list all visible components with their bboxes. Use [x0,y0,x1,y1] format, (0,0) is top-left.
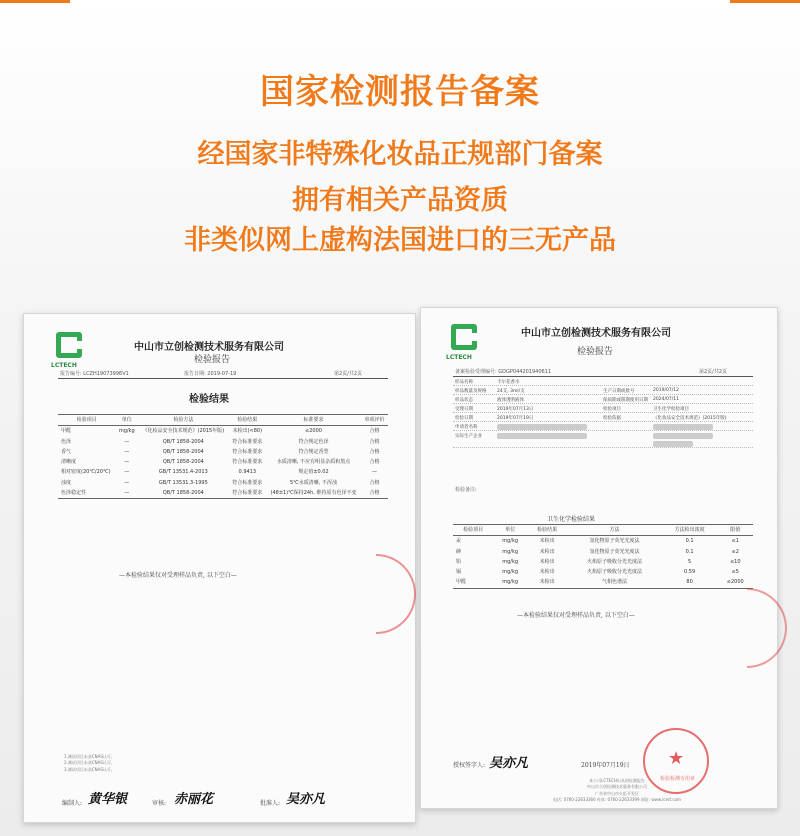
table-cell: 0.1 [685,548,694,555]
table-cell: 镉 [456,569,462,575]
table-cell: (48±1)℃保持24h, 维持原有色泽不变 [266,488,361,499]
page-title: 国家检测报告备案 [260,72,540,112]
table-cell: 符合标准要求 [232,459,263,465]
table-cell: mg/kg [502,538,519,545]
footer-line: 广东省中山市火炬开发区 [595,790,639,796]
signature-label: 编制人: [62,800,83,807]
signature-label: 审核: [152,800,167,807]
column-header: 检验结果 [229,415,266,426]
column-header: 检验方法 [138,415,229,426]
table-cell: 氢化物原子荧光光度法 [589,548,640,555]
table-cell: 铅 [456,558,462,565]
redacted-field [497,424,587,430]
table-cell: 汞 [456,538,462,545]
redacted-field [653,424,713,430]
header-rule [453,376,753,377]
table-cell: QB/T 1858-2004 [162,438,204,445]
table-cell: 色泽 [61,438,72,445]
table-cell: — [124,479,130,486]
table-cell: — [124,469,130,476]
column-header: 检验项目 [453,525,493,536]
table-cell: mg/kg [502,548,519,555]
table-cell: 符合标准要求 [232,479,263,486]
header-rule [58,378,388,379]
top-accent-bar-left [0,0,70,3]
signature-label: 批准人: [260,800,281,807]
table-cell: 合格 [369,459,380,465]
table-cell: 5 [688,558,692,565]
table-cell: 合格 [369,438,380,445]
table-cell: 5℃水质清晰, 不浑浊 [289,479,337,486]
table-cell: — [124,459,130,465]
red-seal [643,728,709,794]
info-row [453,414,753,422]
table-cell: QB/T 1858-2004 [162,459,204,465]
logo-text: LCTECH [446,354,472,361]
info-row [453,387,753,395]
table-cell: 浊度 [61,479,72,486]
table-row [58,467,388,477]
redacted-field [653,433,713,439]
table-cell: QB/T 1858-2004 [138,488,229,499]
table-row [58,437,388,447]
company-name: 中山市立创检测技术服务有限公司 [134,342,284,353]
table-cell: 合格 [369,448,380,455]
red-seal-half [376,554,416,634]
table-cell: ≤2000 [305,428,322,435]
signature: 赤丽花 [174,792,214,807]
table-cell: 火焰原子吸收分光光度法 [587,558,643,565]
info-value: 2019年07月13日 [497,407,534,412]
table-row [453,577,753,588]
table-cell: 0.9413 [238,469,257,476]
end-note: —本检验结果仅对受理样品负责, 以下空白— [119,572,237,579]
column-header: 单位 [115,415,138,426]
footer-line: 电话: 0760-22633366 传真: 0760-22633399 网址: www.lcert.com [553,797,681,803]
column-header: 标准要求 [266,415,361,426]
foot-note: 2.测试项目未获CNAS认可。 [64,760,115,766]
signature: 吴亦凡 [489,756,529,771]
column-header: 方法 [567,525,661,536]
report-number [60,370,129,377]
section-title: 检验结果 [189,394,229,405]
table-cell: 未检出 [539,558,555,565]
lctech-logo-icon [56,332,82,358]
left-results-table [58,414,388,499]
report-title: 检验报告 [577,347,614,357]
table-cell: 符合规定色泽 [298,438,329,445]
info-value: 卫生化学检验项目 [653,407,689,412]
report-title: 检验报告 [194,355,231,365]
foot-notes [64,754,115,773]
report-number-value: LCZH19073996V1 [83,371,129,377]
info-value: 24支, 3ml/支 [497,389,525,394]
authorized-signer-label: 授权签字人: [453,762,486,769]
info-label: 生产日期或批号 [603,389,635,394]
column-header: 限值 [717,525,753,536]
info-row [453,423,753,431]
table-cell: ≤10 [729,558,741,565]
table-cell: 未检出 [527,577,567,588]
info-row [453,432,753,448]
table-cell: — [124,438,130,445]
table-cell: mg/kg [118,428,135,435]
end-note: —本检验结果仅对受理样品负责, 以下空白— [517,612,635,619]
table-cell: 规定值±0.02 [298,469,329,476]
table-cell: 甲醛 [61,428,72,435]
table-cell: 合格 [369,479,380,486]
table-cell: 符合规定香型 [298,448,329,455]
table-cell: ≤5 [731,569,739,575]
table-cell: 未检出 [539,569,555,575]
info-value: 2019年07月19日 [497,416,534,421]
info-label: 检验依据 [603,416,621,421]
left-test-report [23,313,416,823]
table-row [453,536,753,547]
table-cell: 0.1 [685,538,694,545]
signature: 吴亦凡 [286,792,326,807]
column-header: 单项评价 [361,415,388,426]
table-row [58,457,388,467]
report-date-label: 报告日期: [184,371,206,377]
footer-line: 本公司LCTECH出具的检测报告 [589,778,645,783]
column-header: 检验项目 [58,415,115,426]
lctech-logo-icon [451,324,477,350]
remarks-label: 检验备注: [455,487,477,493]
subtitle-line-2: 拥有相关产品资质 [292,185,508,216]
info-value: 液体透明液体 [497,398,524,403]
table-cell: 未检出(<80) [232,428,263,435]
record-number-value: GDGP044201940611 [498,369,552,375]
table-row [453,567,753,577]
star-icon: ★ [668,748,685,769]
info-label: 申请者名称 [455,425,478,430]
table-cell: 砷 [456,548,462,555]
info-label: 检验项目 [603,407,621,412]
right-results-table [453,524,753,589]
info-value: 《化妆品安全技术规范》(2015年版) [653,416,727,421]
table-cell: QB/T 1858-2004 [162,448,204,455]
table-cell: — [115,488,138,499]
redacted-field [497,433,587,439]
table-row [453,547,753,557]
table-cell: ≤1 [731,538,739,545]
table-row [58,478,388,488]
info-label: 实际生产企业 [455,434,482,439]
foot-note: 1.测试项目未获CNAS认可。 [64,754,115,759]
footer-line: 中山市立创检测技术服务有限公司 [587,784,647,790]
table-cell: 符合标准要求 [229,488,266,499]
info-value: 2024/07/11 [653,397,679,402]
table-cell: ≤2 [731,548,739,555]
table-cell: 色泽稳定性 [58,488,115,499]
table-cell: 《化妆品安全技术规范》(2015年版) [142,428,225,435]
table-cell: 未检出 [539,538,555,545]
signature: 黄华银 [88,792,128,807]
top-accent-bar-right [730,0,800,3]
table-cell: 香气 [61,448,72,455]
column-header: 检验结果 [527,525,567,536]
table-cell: 清晰度 [61,459,77,465]
info-row [453,378,753,386]
table-cell: mg/kg [502,558,519,565]
page-number: 第2页/共2页 [334,371,363,377]
table-cell: mg/kg [493,577,527,588]
table-row [58,488,388,499]
table-cell: 符合标准要求 [232,438,263,445]
info-label: 保质期或限期使用日期 [603,398,648,403]
info-label: 样品数量及规格 [455,389,487,394]
table-cell: — [124,448,130,455]
report-date-value: 2019-07-19 [207,371,237,377]
info-label: 检验日期 [455,416,473,421]
logo-text: LCTECH [51,362,77,369]
column-header: 方法检出浓度 [662,525,718,536]
table-cell: 符合标准要求 [232,448,263,455]
table-cell: 火焰原子吸收分光光度法 [587,569,643,575]
info-row [453,396,753,404]
company-name: 中山市立创检测技术服务有限公司 [521,328,671,339]
sign-date: 2019年07月19日 [581,762,630,769]
table-cell: GB/T 13531.4-2013 [158,469,208,476]
table-cell: GB/T 13531.3-1995 [158,479,208,486]
table-row [453,557,753,567]
table-cell: 氢化物原子荧光光度法 [589,538,640,545]
table-cell: 合格 [361,488,388,499]
subtitle-line-1: 经国家非特殊化妆品正规部门备案 [197,139,603,170]
column-header: 单位 [493,525,527,536]
table-title: 卫生化学检验结果 [547,516,596,523]
table-row [58,447,388,457]
table-cell: 未检出 [539,548,555,555]
record-number [455,368,551,375]
table-cell: 80 [662,577,718,588]
subtitle-line-3: 非类似网上虚构法国进口的三无产品 [184,225,616,256]
right-test-report [420,307,778,809]
info-label: 样品名称 [455,380,473,385]
red-seal-half [747,588,787,668]
table-cell: mg/kg [502,569,519,575]
report-date [184,370,236,377]
record-number-label: 备案检验受理编号: [455,369,497,375]
info-label: 受理日期 [455,407,473,412]
table-cell: ≤2000 [717,577,753,588]
foot-note: 3.测试项目未获CNAS认可。 [64,766,115,772]
info-value: 2019/07/12 [653,388,679,393]
table-cell: 0.59 [684,569,696,575]
info-label: 样品状态 [455,398,473,403]
table-cell: 气相色谱法 [567,577,661,588]
table-cell: 水质清晰, 不应有明显杂质和黑点 [276,459,351,465]
page-number: 第2页/共2页 [699,369,728,375]
table-cell: 相对密度(20℃/20℃) [61,469,111,476]
table-cell: 甲醛 [453,577,493,588]
table-cell: 合格 [369,428,380,435]
info-row [453,405,753,413]
info-value: 卡尔花香水 [497,380,520,385]
stamp-text: 检验检测专用章 [660,776,696,782]
sample-info-block [453,378,753,458]
redacted-field [653,441,693,447]
table-cell: — [372,469,378,476]
table-row [58,426,388,437]
report-number-label: 报告编号: [60,371,82,377]
